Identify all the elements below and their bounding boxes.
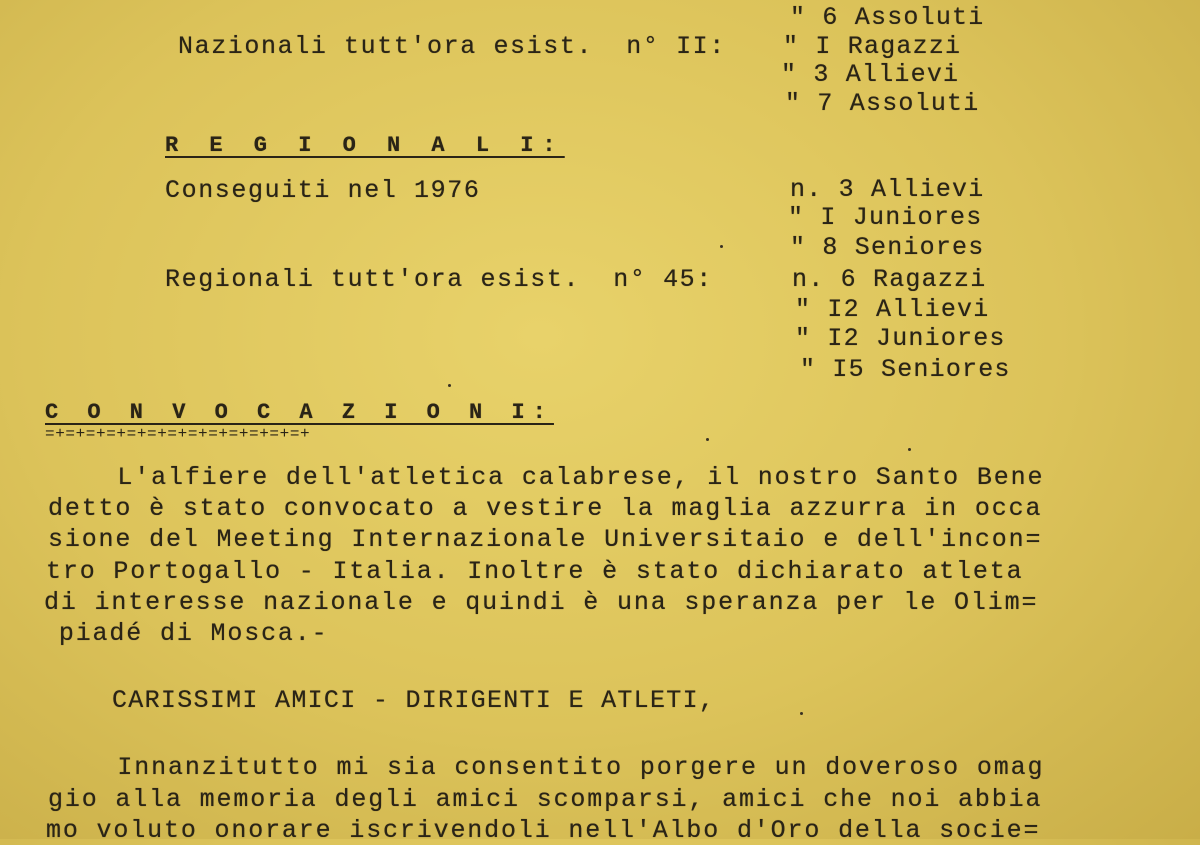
paragraph-line: tro Portogallo - Italia. Inoltre è stato dichiarato atleta bbox=[46, 557, 1024, 586]
nazionali-label: Nazionali tutt'ora esist. n° II: bbox=[178, 32, 726, 61]
count-line: " I2 Juniores bbox=[795, 324, 1006, 353]
regionali-label: Regionali tutt'ora esist. n° 45: bbox=[165, 265, 713, 294]
salutation: CARISSIMI AMICI - DIRIGENTI E ATLETI, bbox=[112, 686, 716, 715]
count-line: n. 6 Ragazzi bbox=[792, 265, 987, 294]
paragraph-line: L'alfiere dell'atletica calabrese, il nostro Santo Bene bbox=[50, 463, 1045, 492]
count-line: " 6 Assoluti bbox=[790, 3, 985, 32]
conseguiti-label: Conseguiti nel 1976 bbox=[165, 176, 481, 205]
regionali-heading: R E G I O N A L I: bbox=[165, 133, 565, 158]
paragraph-line: detto è stato convocato a vestire la maglia azzurra in occa bbox=[48, 494, 1043, 523]
count-line: " 3 Allievi bbox=[781, 60, 960, 89]
count-line: " I5 Seniores bbox=[800, 355, 1011, 384]
count-line: " I2 Allievi bbox=[795, 295, 990, 324]
paper-speck bbox=[908, 448, 911, 451]
count-line: " 8 Seniores bbox=[790, 233, 985, 262]
paragraph-line: piadé di Mosca.- bbox=[42, 619, 329, 648]
convocazioni-rule: =+=+=+=+=+=+=+=+=+=+=+=+=+ bbox=[45, 425, 311, 443]
paper-speck bbox=[448, 384, 451, 387]
count-line: n. 3 Allievi bbox=[790, 175, 985, 204]
paper-speck bbox=[800, 712, 803, 715]
closing-line: gio alla memoria degli amici scomparsi, amici che noi abbia bbox=[48, 785, 1043, 814]
paragraph-line: di interesse nazionale e quindi è una speranza per le Olim= bbox=[44, 588, 1039, 617]
convocazioni-heading: C O N V O C A Z I O N I: bbox=[45, 400, 554, 425]
paragraph-line: sione del Meeting Internazionale Universitaio e dell'incon= bbox=[48, 525, 1043, 554]
closing-line: Innanzitutto mi sia consentito porgere un doveroso omag bbox=[50, 753, 1045, 782]
count-line: " I Ragazzi bbox=[783, 32, 962, 61]
closing-line: mo voluto onorare iscrivendoli nell'Albo d'Oro della socie= bbox=[46, 816, 1041, 845]
paper-speck bbox=[720, 245, 723, 248]
count-line: " 7 Assoluti bbox=[785, 89, 980, 118]
count-line: " I Juniores bbox=[788, 203, 983, 232]
paper-speck bbox=[706, 438, 709, 441]
